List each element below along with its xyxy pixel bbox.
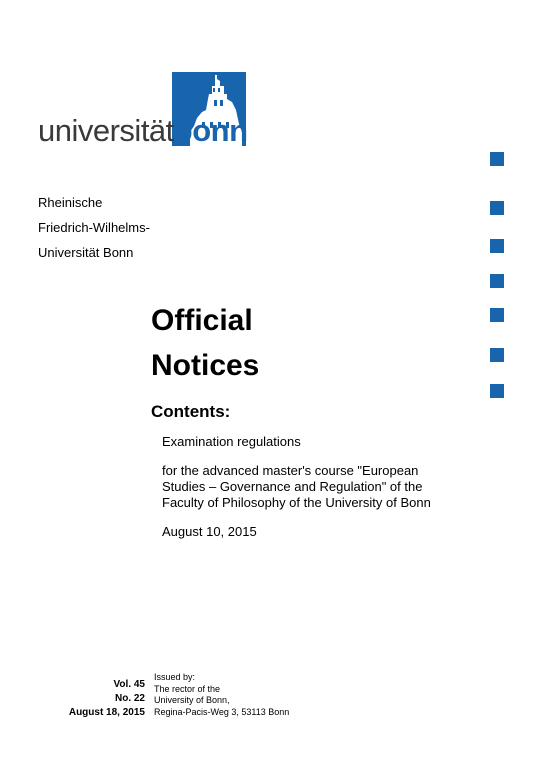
- contents-item: for the advanced master's course "European Studies – Governance and Regulation" of the Faculty of Philosophy of the University of Bonn: [162, 463, 431, 510]
- contents-date: August 10, 2015: [162, 524, 257, 539]
- university-logo: [38, 72, 248, 150]
- decorative-squares: [490, 152, 505, 402]
- issue-volume: Vol. 45: [113, 679, 145, 690]
- wordmark-bold: bonn: [173, 113, 248, 148]
- title-line: Official: [151, 304, 253, 337]
- decor-square: [490, 384, 504, 398]
- contents-list: [162, 434, 462, 553]
- university-name-line: Rheinische: [38, 195, 103, 210]
- title-line: Notices: [151, 349, 260, 382]
- issuer-line: University of Bonn,: [154, 695, 230, 705]
- issuer-label: Issued by:: [154, 672, 196, 682]
- decor-square: [490, 274, 504, 288]
- issue-date: August 18, 2015: [68, 707, 145, 718]
- issue-number: No. 22: [114, 693, 145, 704]
- decor-square: [490, 348, 504, 362]
- issuer-line: The rector of the: [154, 683, 221, 694]
- university-name: [38, 190, 150, 265]
- decor-square: [490, 152, 504, 166]
- university-name-line: Universität Bonn: [38, 245, 134, 260]
- issuer-line: Regina-Pacis-Weg 3, 53113 Bonn: [154, 706, 290, 717]
- page-title: [151, 298, 259, 388]
- wordmark-regular: universität: [38, 113, 174, 148]
- university-name-line: Friedrich-Wilhelms-: [38, 220, 150, 235]
- decor-square: [490, 308, 504, 322]
- decor-square: [490, 201, 504, 215]
- issuer-info: [154, 672, 289, 718]
- issue-info: [60, 678, 145, 720]
- decor-square: [490, 239, 504, 253]
- university-wordmark: [38, 114, 248, 148]
- contents-heading: Contents:: [151, 402, 231, 421]
- contents-item: Examination regulations: [162, 434, 301, 449]
